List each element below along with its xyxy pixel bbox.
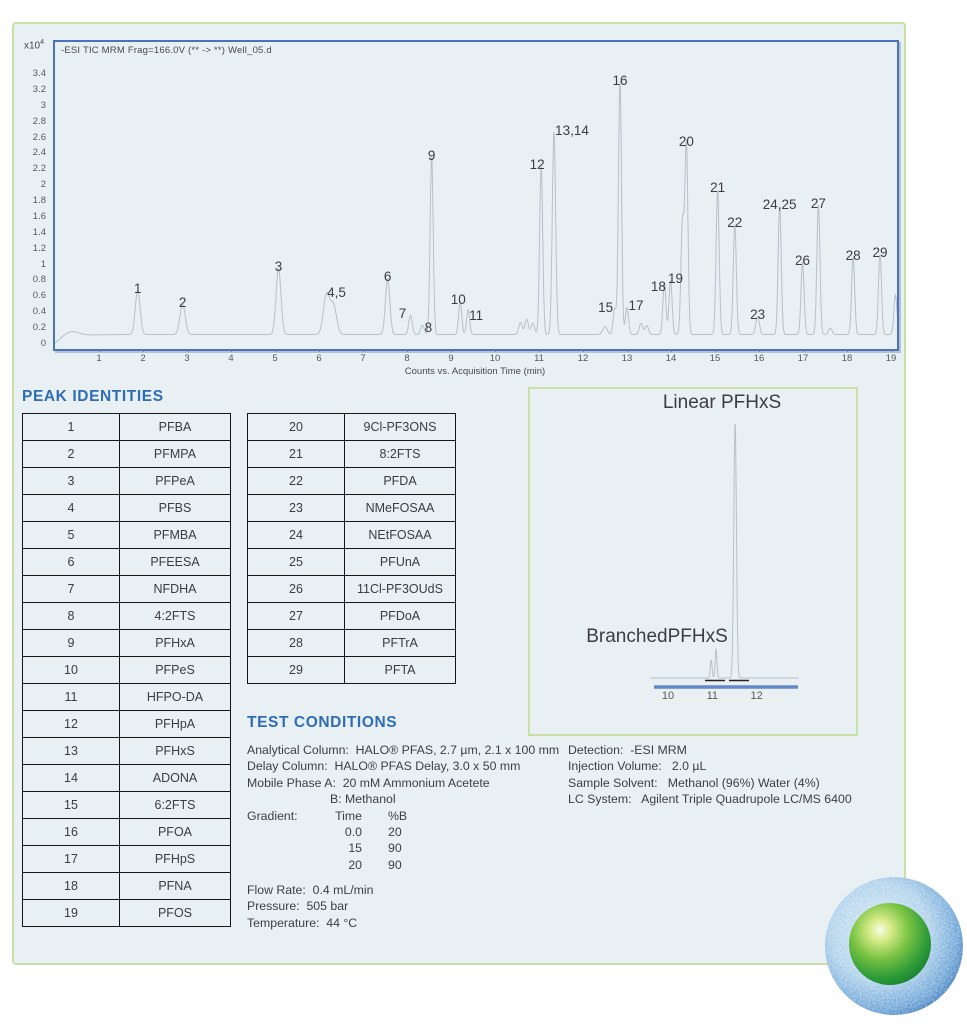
peak-name-cell: PFBA: [120, 414, 231, 441]
peak-label-11: 11: [469, 308, 484, 324]
x-tick-label: 5: [272, 353, 278, 364]
peak-number-cell: 28: [248, 630, 345, 657]
peak-label-15: 15: [598, 299, 614, 315]
peak-name-cell: PFPeS: [120, 657, 231, 684]
condition-line: LC System: Agilent Triple Quadrupole LC/MS 6400: [568, 792, 852, 807]
logo-green-sphere: [849, 903, 931, 985]
peak-identities-heading: PEAK IDENTITIES: [22, 388, 164, 405]
peak-number-cell: 29: [248, 657, 345, 684]
peak-identity-row: [248, 603, 456, 630]
peak-number-cell: 12: [23, 711, 120, 738]
y-tick-label: 0.6: [32, 290, 46, 302]
x-tick-label: 19: [885, 353, 897, 364]
peak-label-19: 19: [668, 271, 684, 286]
x-tick-mark: [891, 349, 892, 352]
gradient-percent-b-value: 20: [388, 825, 402, 840]
gradient-time-value: 20: [348, 857, 362, 872]
y-axis-exponent-label: $x10^4$: [24, 39, 45, 52]
gradient-percent-b-value: 90: [388, 841, 402, 856]
peak-identities-table-left: [22, 413, 231, 927]
chromatogram-title: -ESI TIC MRM Frag=166.0V (** -> **) Well_05.d: [61, 45, 272, 56]
peak-identity-row: [23, 441, 231, 468]
peak-name-cell: PFUnA: [345, 549, 456, 576]
x-tick-label: 17: [797, 353, 809, 364]
x-tick-label: 6: [316, 353, 322, 364]
gradient-percent-b-value: 90: [388, 857, 402, 872]
peak-number-cell: 11: [23, 684, 120, 711]
peak-label-22: 22: [727, 215, 743, 231]
y-tick-label: 2.4: [32, 147, 46, 159]
y-tick-label: 2: [40, 179, 46, 191]
peak-identity-row: [23, 576, 231, 603]
peak-label-21: 21: [710, 180, 726, 196]
peak-identity-row: [23, 522, 231, 549]
peak-number-cell: 9: [23, 630, 120, 657]
gradient-label: Gradient:: [247, 808, 298, 823]
inset-tick-label: 11: [706, 690, 718, 702]
x-tick-mark: [143, 349, 144, 352]
peak-identities-table-right: [247, 413, 456, 684]
gradient-value-row: [247, 840, 559, 856]
peak-name-cell: NFDHA: [120, 576, 231, 603]
x-tick-mark: [583, 349, 584, 352]
x-tick-mark: [451, 349, 452, 352]
x-axis-caption: Counts vs. Acquisition Time (min): [404, 366, 546, 377]
peak-name-cell: PFDA: [345, 468, 456, 495]
peak-identity-row: [23, 819, 231, 846]
peak-name-cell: PFMPA: [120, 441, 231, 468]
y-tick-label: 1.2: [32, 242, 46, 254]
gradient-time-value: 0.0: [344, 825, 362, 840]
peak-identity-row: [23, 792, 231, 819]
x-tick-mark: [715, 349, 716, 352]
condition-line: Sample Solvent: Methanol (96%) Water (4%): [568, 775, 820, 790]
condition-line: Flow Rate: 0.4 mL/min: [247, 883, 374, 897]
peak-name-cell: PFOA: [120, 819, 231, 846]
test-conditions-footer-block: [247, 882, 373, 931]
peak-name-cell: 11Cl-PF3OUdS: [345, 576, 456, 603]
peak-identity-row: [23, 900, 231, 927]
test-conditions-heading: TEST CONDITIONS: [247, 714, 398, 731]
peak-number-cell: 15: [23, 792, 120, 819]
peak-identity-row: [23, 657, 231, 684]
peak-label-26: 26: [795, 252, 811, 268]
peak-label-3: 3: [274, 259, 283, 275]
x-tick-mark: [407, 349, 408, 352]
peak-number-cell: 25: [248, 549, 345, 576]
peak-number-cell: 27: [248, 603, 345, 630]
peak-number-cell: 1: [23, 414, 120, 441]
peak-number-cell: 20: [248, 414, 345, 441]
peak-identity-row: [23, 549, 231, 576]
peak-identity-row: [23, 738, 231, 765]
condition-line-phase-b: B: Methanol: [330, 792, 396, 807]
y-tick-label: 0.4: [32, 306, 46, 318]
x-tick-label: 12: [577, 353, 589, 364]
peak-number-cell: 22: [248, 468, 345, 495]
peak-number-cell: 6: [23, 549, 120, 576]
x-tick-mark: [319, 349, 320, 352]
peak-name-cell: PFDoA: [345, 603, 456, 630]
gradient-value-row: [247, 857, 559, 873]
x-tick-label: 15: [709, 353, 721, 364]
peak-number-cell: 17: [23, 846, 120, 873]
condition-line: Injection Volume: 2.0 µL: [568, 759, 707, 774]
halo-fused-core-logo-icon: [822, 874, 966, 1018]
peak-number-cell: 23: [248, 495, 345, 522]
condition-line: Analytical Column: HALO® PFAS, 2.7 µm, 2.1 x 100 mm: [247, 743, 560, 757]
peak-identity-row: [23, 765, 231, 792]
y-tick-label: 1.4: [32, 226, 46, 238]
y-tick-label: 3.4: [32, 68, 46, 80]
peak-label-13-14: 13,14: [555, 122, 589, 138]
test-conditions-left-block: [247, 742, 559, 873]
x-tick-mark: [671, 349, 672, 352]
peak-name-cell: NMeFOSAA: [345, 495, 456, 522]
y-tick-label: 2.6: [32, 131, 46, 143]
peak-identity-row: [23, 873, 231, 900]
peak-label-10: 10: [450, 291, 466, 307]
peak-identity-row: [248, 549, 456, 576]
inset-tick-label: 12: [750, 690, 763, 702]
peak-name-cell: PFHxS: [120, 738, 231, 765]
peak-identity-row: [248, 576, 456, 603]
peak-number-cell: 2: [23, 441, 120, 468]
peak-name-cell: PFOS: [120, 900, 231, 927]
x-tick-label: 3: [184, 353, 190, 364]
peak-label-2: 2: [178, 294, 187, 310]
peak-identity-row: [23, 630, 231, 657]
condition-line: Mobile Phase A: 20 mM Ammonium Acetete: [247, 775, 490, 790]
peak-number-cell: 24: [248, 522, 345, 549]
gradient-col-b: %B: [388, 808, 408, 823]
x-tick-mark: [627, 349, 628, 352]
test-conditions-right-block: [568, 742, 852, 808]
y-tick-label: 3.2: [32, 83, 46, 95]
peak-label-16: 16: [612, 72, 628, 88]
x-tick-label: 13: [621, 353, 633, 364]
peak-number-cell: 5: [23, 522, 120, 549]
peak-label-7: 7: [398, 305, 407, 321]
peak-identity-row: [23, 846, 231, 873]
y-tick-label: 2.8: [32, 115, 46, 127]
pfhxs-inset-box: [528, 387, 858, 736]
peak-identity-row: [248, 468, 456, 495]
x-tick-mark: [363, 349, 364, 352]
x-tick-mark: [187, 349, 188, 352]
peak-name-cell: PFHpS: [120, 846, 231, 873]
peak-number-cell: 3: [23, 468, 120, 495]
peak-identity-row: [23, 684, 231, 711]
peak-number-cell: 18: [23, 873, 120, 900]
peak-label-12: 12: [529, 156, 545, 172]
peak-number-cell: 13: [23, 738, 120, 765]
peak-label-20: 20: [678, 134, 694, 150]
x-tick-label: 7: [360, 353, 366, 364]
x-tick-mark: [847, 349, 848, 352]
x-tick-label: 18: [841, 353, 853, 364]
peak-identity-row: [248, 657, 456, 684]
x-tick-mark: [803, 349, 804, 352]
peak-name-cell: PFTA: [345, 657, 456, 684]
condition-line: Pressure: 505 bar: [247, 899, 349, 914]
y-tick-label: 1.6: [32, 210, 46, 222]
gradient-col-time: Time: [335, 808, 362, 823]
peak-name-cell: PFMBA: [120, 522, 231, 549]
peak-label-27: 27: [810, 195, 826, 211]
peak-name-cell: HFPO-DA: [120, 684, 231, 711]
peak-identity-row: [23, 468, 231, 495]
peak-number-cell: 21: [248, 441, 345, 468]
peak-name-cell: PFHpA: [120, 711, 231, 738]
peak-identity-row: [23, 711, 231, 738]
peak-identity-row: [23, 414, 231, 441]
x-tick-label: 9: [448, 353, 454, 364]
peak-number-cell: 4: [23, 495, 120, 522]
inset-tick-label: 10: [661, 690, 675, 702]
branched-pfhxs-label: BranchedPFHxS: [586, 626, 728, 647]
peak-label-8: 8: [424, 320, 433, 336]
peak-identity-row: [23, 495, 231, 522]
peak-label-4-5: 4,5: [327, 285, 346, 301]
peak-label-9: 9: [427, 147, 436, 163]
peak-name-cell: ADONA: [120, 765, 231, 792]
y-tick-label: 1: [40, 258, 46, 270]
peak-label-23: 23: [750, 306, 766, 322]
x-tick-label: 4: [228, 353, 234, 364]
peak-identity-row: [248, 630, 456, 657]
x-tick-label: 8: [404, 353, 410, 364]
peak-name-cell: PFPeA: [120, 468, 231, 495]
peak-number-cell: 10: [23, 657, 120, 684]
peak-label-28: 28: [845, 247, 861, 263]
condition-line: Detection: -ESI MRM: [568, 743, 687, 757]
x-tick-label: 11: [534, 353, 544, 364]
peak-name-cell: PFNA: [120, 873, 231, 900]
peak-name-cell: 8:2FTS: [345, 441, 456, 468]
x-tick-mark: [99, 349, 100, 352]
peak-name-cell: PFBS: [120, 495, 231, 522]
peak-number-cell: 19: [23, 900, 120, 927]
gradient-time-value: 15: [348, 841, 362, 856]
peak-number-cell: 7: [23, 576, 120, 603]
peak-label-29: 29: [872, 244, 888, 260]
x-tick-label: 14: [665, 353, 677, 364]
peak-label-17: 17: [628, 298, 644, 313]
x-tick-mark: [495, 349, 496, 352]
y-tick-label: 0.2: [32, 322, 46, 334]
peak-name-cell: PFHxA: [120, 630, 231, 657]
peak-number-cell: 26: [248, 576, 345, 603]
x-tick-mark: [539, 349, 540, 352]
x-tick-mark: [275, 349, 276, 352]
x-tick-label: 1: [96, 353, 102, 364]
x-tick-mark: [231, 349, 232, 352]
peak-identity-row: [23, 603, 231, 630]
peak-label-18: 18: [650, 279, 666, 295]
peak-name-cell: 9Cl-PF3ONS: [345, 414, 456, 441]
peak-number-cell: 8: [23, 603, 120, 630]
peak-identity-row: [248, 441, 456, 468]
y-tick-label: 0: [40, 338, 46, 349]
y-tick-label: 2.2: [32, 163, 46, 175]
peak-name-cell: PFEESA: [120, 549, 231, 576]
linear-pfhxs-label: Linear PFHxS: [662, 392, 782, 413]
peak-label-1: 1: [133, 281, 142, 297]
x-tick-label: 10: [489, 353, 501, 364]
y-tick-label: 3: [40, 99, 46, 111]
peak-name-cell: PFTrA: [345, 630, 456, 657]
y-tick-label: 0.8: [32, 274, 46, 286]
peak-number-cell: 14: [23, 765, 120, 792]
x-tick-mark: [759, 349, 760, 352]
peak-name-cell: 4:2FTS: [120, 603, 231, 630]
gradient-header-row: [247, 808, 559, 824]
peak-number-cell: 16: [23, 819, 120, 846]
x-tick-label: 2: [140, 353, 146, 364]
peak-label-6: 6: [383, 269, 392, 285]
condition-line: Temperature: 44 °C: [247, 915, 358, 930]
peak-identity-row: [248, 414, 456, 441]
peak-identity-row: [248, 495, 456, 522]
y-tick-label: 1.8: [32, 195, 46, 207]
x-tick-label: 16: [753, 353, 765, 364]
gradient-value-row: [247, 824, 559, 840]
peak-label-24-25: 24,25: [762, 197, 797, 213]
pfhxs-inset-trace: [530, 389, 852, 730]
peak-identity-row: [248, 522, 456, 549]
peak-name-cell: 6:2FTS: [120, 792, 231, 819]
peak-name-cell: NEtFOSAA: [345, 522, 456, 549]
condition-line: Delay Column: HALO® PFAS Delay, 3.0 x 50 mm: [247, 759, 521, 774]
